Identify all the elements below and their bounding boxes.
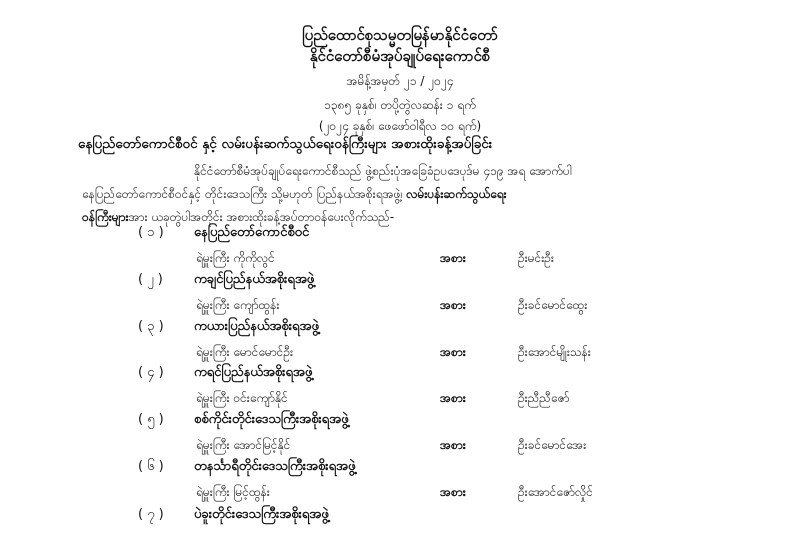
item-heading — [138, 271, 314, 290]
replace-label: အစား — [440, 485, 466, 499]
item-title: စစ်ကိုင်းတိုင်းဒေသကြီးအစိုးရအဖွဲ့ — [194, 412, 349, 427]
replaced-officer: ဦးအောင်မျိုးသန်း — [518, 345, 591, 359]
item-heading — [138, 224, 309, 243]
replaced-officer: ဦးမင်းဦး — [518, 251, 554, 265]
paragraph-line-2-text: နေပြည်တော်ကောင်စီဝင်နှင့် တိုင်းဒေသကြီး သို့မဟုတ် ပြည်နယ်အစိုးရအဖွဲ့၊ — [82, 187, 403, 201]
current-officer: ရဲမှူးကြီး ကျော်ထွန်း — [196, 298, 280, 312]
item-title: ကချင်ပြည်နယ်အစိုးရအဖွဲ့ — [194, 272, 315, 287]
item-number: ( ၃ ) — [138, 319, 164, 334]
paragraph-line-3-bold: ဝန်ကြီးများ — [82, 210, 129, 224]
current-officer: ရဲမှူးကြီး မောင်မောင်ဦး — [196, 345, 294, 359]
paragraph-line-2 — [82, 183, 742, 206]
item-heading — [138, 458, 355, 477]
item-heading — [138, 318, 319, 337]
replace-label: အစား — [440, 298, 466, 312]
paragraph-line-3-text: အား ယခုတွဲပါအတိုင်း အစားထိုးခန့်အပ်တာဝန်ပေးလိုက်သည်- — [128, 210, 395, 224]
item-title: တနင်္သာရီတိုင်းဒေသကြီးအစိုးရအဖွဲ့ — [194, 459, 356, 474]
item-number: ( ၂ ) — [138, 272, 163, 287]
item-number: ( ၅ ) — [138, 412, 164, 427]
item-number: ( ၇ ) — [138, 507, 164, 522]
date-myanmar: ၁၃၈၅ ခုနှစ်၊ တပို့တွဲလဆန်း ၁ ရက် — [324, 98, 476, 112]
replace-label: အစား — [440, 438, 466, 452]
header-council: နိုင်ငံတော်စီမံအုပ်ချုပ်ရေးကောင်စီ — [309, 47, 491, 65]
replaced-officer: ဦးအောင်ဇော်လှိုင် — [518, 485, 593, 499]
current-officer: ရဲမှူးကြီး ကိုကိုလွင် — [196, 251, 275, 265]
replaced-officer: ဦးညီညီဇော် — [518, 391, 570, 405]
current-officer: ရဲမှူးကြီး ဝင်းကျော်နိုင် — [196, 391, 288, 405]
item-number: ( ၄ ) — [138, 365, 164, 380]
replaced-officer: ဦးခင်မောင်ထွေး — [518, 298, 588, 312]
item-heading — [138, 364, 312, 383]
paragraph-line-1: နိုင်ငံတော်စီမံအုပ်ချုပ်ရေးကောင်စီသည် ဖွဲ့စည်းပုံအခြေခံဥပဒေပုဒ်မ ၄၁၉ အရ အောက်ပါ — [194, 164, 572, 178]
replace-label: အစား — [440, 251, 466, 265]
order-subject: နေပြည်တော်ကောင်စီဝင် နှင့် လမ်းပန်းဆက်သွယ်ရေးဝန်ကြီးများ အစားထိုးခန့်အပ်ခြင်း — [78, 136, 493, 152]
replace-label: အစား — [440, 391, 466, 405]
item-title: နေပြည်တော်ကောင်စီဝင် — [194, 225, 310, 240]
item-heading — [138, 411, 349, 430]
replace-label: အစား — [440, 345, 466, 359]
paragraph-line-2-bold: လမ်းပန်းဆက်သွယ်ရေး — [406, 187, 507, 201]
item-number: ( ၁ ) — [138, 225, 164, 240]
order-number: အမိန့်အမှတ် ၂၁ / ၂၀၂၄ — [346, 74, 454, 88]
current-officer: ရဲမှူးကြီး မြင့်ထွန်း — [196, 485, 270, 499]
replaced-officer: ဦးခင်မောင်အေး — [518, 438, 587, 452]
date-gregorian: (၂၀၂၄ ခုနှစ်၊ ဖေဖော်ဝါရီလ ၁၀ ရက်) — [318, 119, 482, 133]
item-title: ကရင်ပြည်နယ်အစိုးရအဖွဲ့ — [194, 365, 313, 380]
current-officer: ရဲမှူးကြီး အောင်မြင့်နိုင် — [196, 438, 291, 452]
header-country: ပြည်ထောင်စုသမ္မတမြန်မာနိုင်ငံတော် — [302, 26, 498, 44]
item-title: ပဲခူးတိုင်းဒေသကြီးအစိုးရအဖွဲ့ — [194, 507, 329, 522]
item-title: ကယားပြည်နယ်အစိုးရအဖွဲ့ — [194, 319, 319, 334]
item-number: ( ၆ ) — [138, 459, 164, 474]
item-heading — [138, 506, 329, 525]
order-paragraph — [82, 160, 742, 229]
